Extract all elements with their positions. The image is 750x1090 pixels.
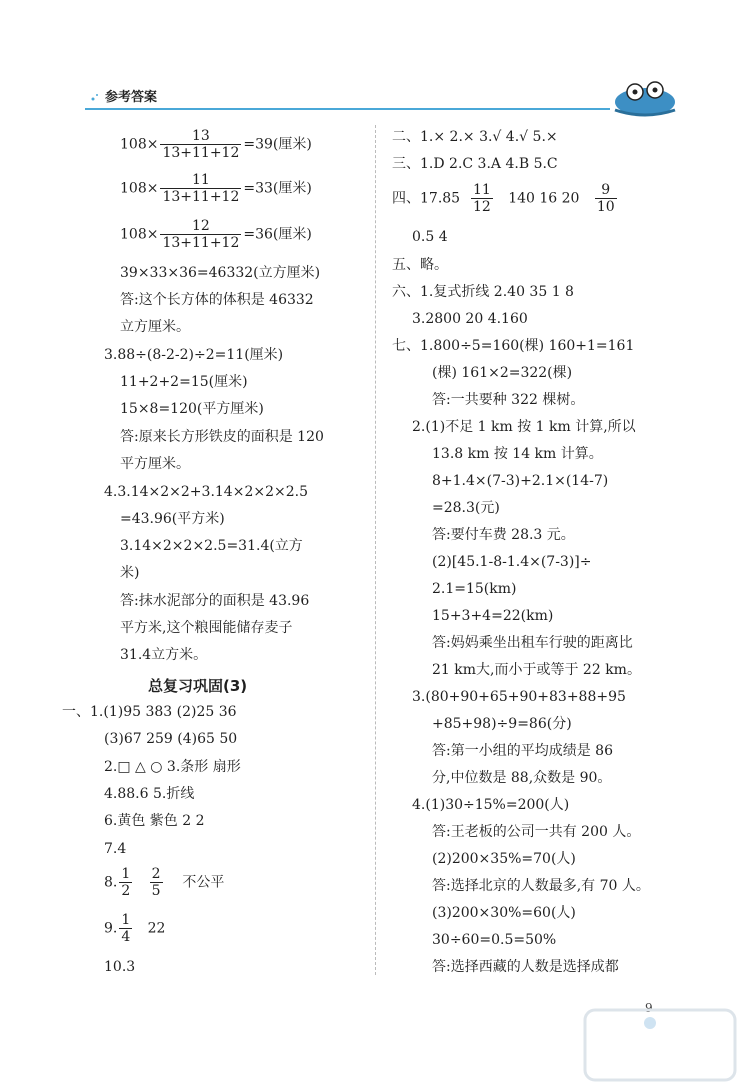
fraction	[595, 182, 617, 215]
right-line-24: 分,中位数是 88,众数是 90。	[432, 770, 612, 786]
text: 四、17.85	[392, 190, 461, 207]
denominator: 4	[121, 929, 131, 945]
section-title: 总复习巩固(3)	[148, 677, 248, 695]
text: =33(厘米)	[243, 180, 312, 197]
left-line-8: 11+2+2=15(厘米)	[120, 374, 248, 390]
left-line-17: 平方米,这个粮囤能储存麦子	[120, 620, 293, 636]
watermark-logo-icon	[580, 1005, 740, 1085]
header-title: 参考答案	[105, 90, 158, 105]
left-item-5: 6.黄色 紫色 2 2	[104, 813, 205, 829]
right-line-2: 三、1.D 2.C 3.A 4.B 5.C	[392, 156, 558, 172]
fraction	[471, 182, 493, 215]
fraction	[119, 912, 132, 945]
page-number: 9	[645, 1001, 653, 1015]
header-dots-icon	[90, 92, 100, 102]
numerator: 13	[160, 128, 241, 145]
text: 140 16 20	[508, 190, 580, 207]
denominator: 12	[473, 199, 491, 215]
text: 8.	[104, 874, 118, 891]
right-line-17: 2.1=15(km)	[432, 581, 517, 597]
left-line-14: 3.14×2×2×2.5=31.4(立方	[120, 538, 303, 554]
right-line-11: 2.(1)不足 1 km 按 1 km 计算,所以	[412, 419, 636, 435]
left-line-18: 31.4立方米。	[120, 647, 208, 663]
denominator: 13+11+12	[162, 145, 240, 161]
text: 不公平	[182, 874, 225, 891]
denominator: 5	[151, 883, 161, 899]
right-line-6: 六、1.复式折线 2.40 35 1 8	[392, 284, 574, 300]
right-line-19: 答:妈妈乘坐出租车行驶的距离比	[432, 635, 633, 651]
right-line-29: (3)200×30%=60(人)	[432, 905, 576, 921]
header-rule	[85, 108, 610, 110]
mascot-illustration-icon	[605, 70, 685, 120]
right-line-15: 答:要付车费 28.3 元。	[432, 527, 575, 543]
right-line-20: 21 km大,而小于或等于 22 km。	[432, 662, 641, 678]
fraction	[119, 866, 132, 899]
fraction	[160, 128, 241, 161]
denominator: 13+11+12	[162, 235, 240, 251]
left-line-11: 平方厘米。	[120, 456, 190, 472]
right-line-1: 二、1.× 2.× 3.√ 4.√ 5.×	[392, 129, 558, 145]
numerator: 1	[121, 912, 131, 928]
fraction	[160, 218, 241, 251]
left-fraction-line-3	[120, 218, 312, 251]
right-line-3	[392, 182, 619, 215]
right-line-14: =28.3(元)	[432, 500, 500, 516]
left-line-9: 15×8=120(平方厘米)	[120, 401, 264, 417]
left-item-4: 4.88.6 5.折线	[104, 786, 195, 802]
column-divider	[375, 125, 376, 975]
fraction	[150, 866, 163, 899]
right-line-13: 8+1.4×(7-3)+2.1×(14-7)	[432, 473, 609, 489]
text: 108×	[120, 136, 159, 153]
right-line-21: 3.(80+90+65+90+83+88+95	[412, 689, 626, 705]
right-line-18: 15+3+4=22(km)	[432, 608, 554, 624]
left-line-7: 3.88÷(8-2-2)÷2=11(厘米)	[104, 347, 284, 363]
right-line-9: (棵) 161×2=322(棵)	[432, 365, 573, 381]
numerator: 1	[121, 866, 131, 882]
numerator: 11	[473, 182, 491, 198]
left-fraction-line-1	[120, 128, 312, 161]
left-item-7	[104, 866, 224, 899]
text: =39(厘米)	[243, 136, 312, 153]
text: 108×	[120, 180, 159, 197]
left-line-12: 4.3.14×2×2+3.14×2×2×2.5	[104, 484, 308, 500]
left-item-8	[104, 912, 165, 945]
numerator: 12	[160, 218, 241, 235]
left-line-6: 立方厘米。	[120, 319, 190, 335]
text: 9.	[104, 920, 118, 937]
right-line-23: 答:第一小组的平均成绩是 86	[432, 743, 613, 759]
right-line-4: 0.5 4	[412, 229, 448, 245]
fraction	[160, 172, 241, 205]
right-line-10: 答:一共要种 322 棵树。	[432, 392, 585, 408]
numerator: 11	[160, 172, 241, 189]
right-line-30: 30÷60=0.5=50%	[432, 932, 557, 948]
right-line-25: 4.(1)30÷15%=200(人)	[412, 797, 570, 813]
left-line-5: 答:这个长方体的体积是 46332	[120, 292, 314, 308]
left-line-15: 米)	[120, 565, 140, 581]
right-line-8: 七、1.800÷5=160(棵) 160+1=161	[392, 338, 635, 354]
numerator: 2	[151, 866, 161, 882]
left-fraction-line-2	[120, 172, 312, 205]
right-line-16: (2)[45.1-8-1.4×(7-3)]÷	[432, 554, 592, 570]
right-line-26: 答:王老板的公司一共有 200 人。	[432, 824, 641, 840]
text: =36(厘米)	[243, 226, 312, 243]
left-line-10: 答:原来长方形铁皮的面积是 120	[120, 429, 324, 445]
numerator: 9	[595, 182, 617, 199]
denominator: 2	[121, 883, 131, 899]
text: 22	[147, 920, 166, 937]
left-item-2: (3)67 259 (4)65 50	[104, 731, 238, 747]
right-line-22: +85+98)÷9=86(分)	[432, 716, 572, 732]
right-line-12: 13.8 km 按 14 km 计算。	[432, 446, 603, 462]
right-line-27: (2)200×35%=70(人)	[432, 851, 576, 867]
right-line-7: 3.2800 20 4.160	[412, 311, 528, 327]
left-line-16: 答:抹水泥部分的面积是 43.96	[120, 593, 310, 609]
left-item-1: 一、1.(1)95 383 (2)25 36	[62, 704, 237, 720]
right-line-28: 答:选择北京的人数最多,有 70 人。	[432, 878, 650, 894]
left-line-4: 39×33×36=46332(立方厘米)	[120, 265, 321, 281]
denominator: 10	[596, 199, 615, 215]
right-line-31: 答:选择西藏的人数是选择成都	[432, 959, 619, 975]
left-item-9: 10.3	[104, 959, 136, 975]
left-item-6: 7.4	[104, 841, 127, 857]
right-line-5: 五、略。	[392, 257, 448, 273]
denominator: 13+11+12	[162, 189, 240, 205]
left-line-13: =43.96(平方米)	[120, 511, 225, 527]
left-item-3: 2.□ △ ○ 3.条形 扇形	[104, 759, 241, 775]
text: 108×	[120, 226, 159, 243]
